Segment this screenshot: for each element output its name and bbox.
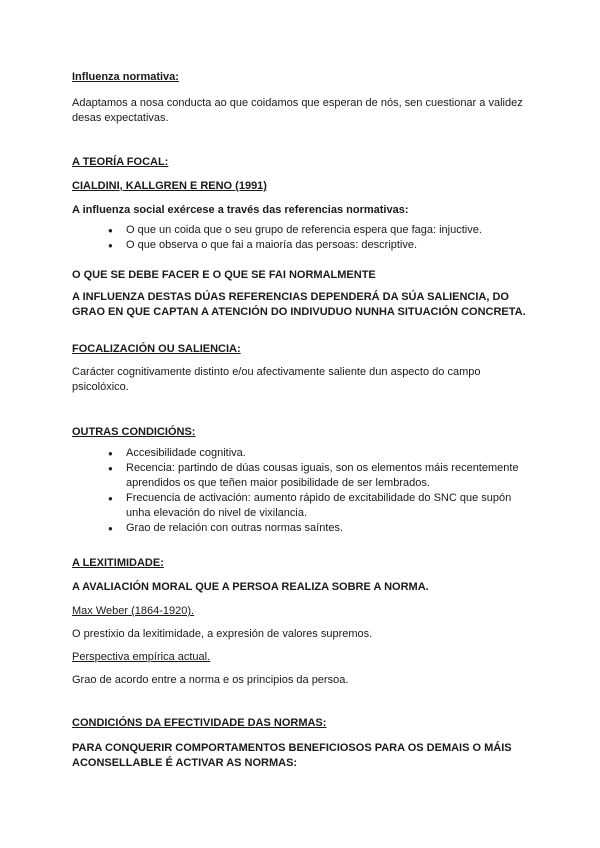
heading-influenza-normativa: Influenza normativa: — [72, 71, 179, 83]
subheading-max-weber: Max Weber (1864-1920). — [72, 605, 195, 617]
list-item: ● Accesibilidade cognitiva. — [108, 446, 528, 461]
paragraph-perspectiva-empirica: Grao de acordo entre a norma e os principios da persoa. — [72, 674, 349, 686]
list-item: ● Grao de relación con outras normas saíntes. — [108, 521, 528, 536]
bullet-list-outras-condicions — [108, 446, 528, 536]
heading-teoria-focal: A TEORÍA FOCAL: — [72, 156, 169, 168]
paragraph-focalizacion: Carácter cognitivamente distinto e/ou afectivamente saliente dun aspecto do campo psicolóxico. — [72, 366, 481, 393]
list-item: ● O que un coida que o seu grupo de referencia espera que faga: injuctive. — [108, 223, 528, 238]
caps-para-conquerir: PARA CONQUERIR COMPORTAMENTOS BENEFICIOSOS PARA OS DEMAIS O MÁIS ACONSELLABLE É ACTIVAR AS NORMAS: — [72, 742, 512, 769]
caps-avaliacion-moral: A AVALIACIÓN MORAL QUE A PERSOA REALIZA SOBRE A NORMA. — [72, 581, 429, 593]
heading-condicions-efectividade: CONDICIÓNS DA EFECTIVIDADE DAS NORMAS: — [72, 717, 327, 729]
paragraph-influenza-normativa: Adaptamos a nosa conducta ao que coidamos que esperan de nós, sen cuestionar a validez desas expectativas. — [72, 97, 523, 124]
list-item: ● Recencia: partindo de dúas cousas iguais, son os elementos máis recentemente aprendidos os que teñen maior posibilidade de ser lembrados. — [108, 461, 528, 491]
heading-outras-condicions: OUTRAS CONDICIÓNS: — [72, 426, 196, 438]
heading-authors: CIALDINI, KALLGREN E RENO (1991) — [72, 180, 267, 192]
heading-lexitimidade: A LEXITIMIDADE: — [72, 557, 164, 569]
bullet-list-referencias — [108, 223, 528, 253]
paragraph-max-weber: O prestixio da lexitimidade, a expresión de valores supremos. — [72, 628, 373, 640]
heading-focalizacion: FOCALIZACIÓN OU SALIENCIA: — [72, 343, 241, 355]
caps-influenza-destas: A INFLUENZA DESTAS DÚAS REFERENCIAS DEPENDERÁ DA SÚA SALIENCIA, DO GRAO EN QUE CAPTAN A ATENCIÓN DO INDIVUDUO NUNHA SITUACIÓN CONCRETA. — [72, 291, 526, 318]
lead-influenza-social: A influenza social exércese a través das referencias normativas: — [72, 204, 409, 216]
subheading-perspectiva-empirica: Perspectiva empírica actual. — [72, 651, 211, 663]
list-item: ● Frecuencia de activación: aumento rápido de excitabilidade do SNC que supón unha elevación do nivel de vixilancia. — [108, 491, 528, 521]
caps-que-se-debe-facer: O QUE SE DEBE FACER E O QUE SE FAI NORMALMENTE — [72, 269, 376, 281]
list-item: ● O que observa o que fai a maioría das persoas: descriptive. — [108, 238, 528, 253]
